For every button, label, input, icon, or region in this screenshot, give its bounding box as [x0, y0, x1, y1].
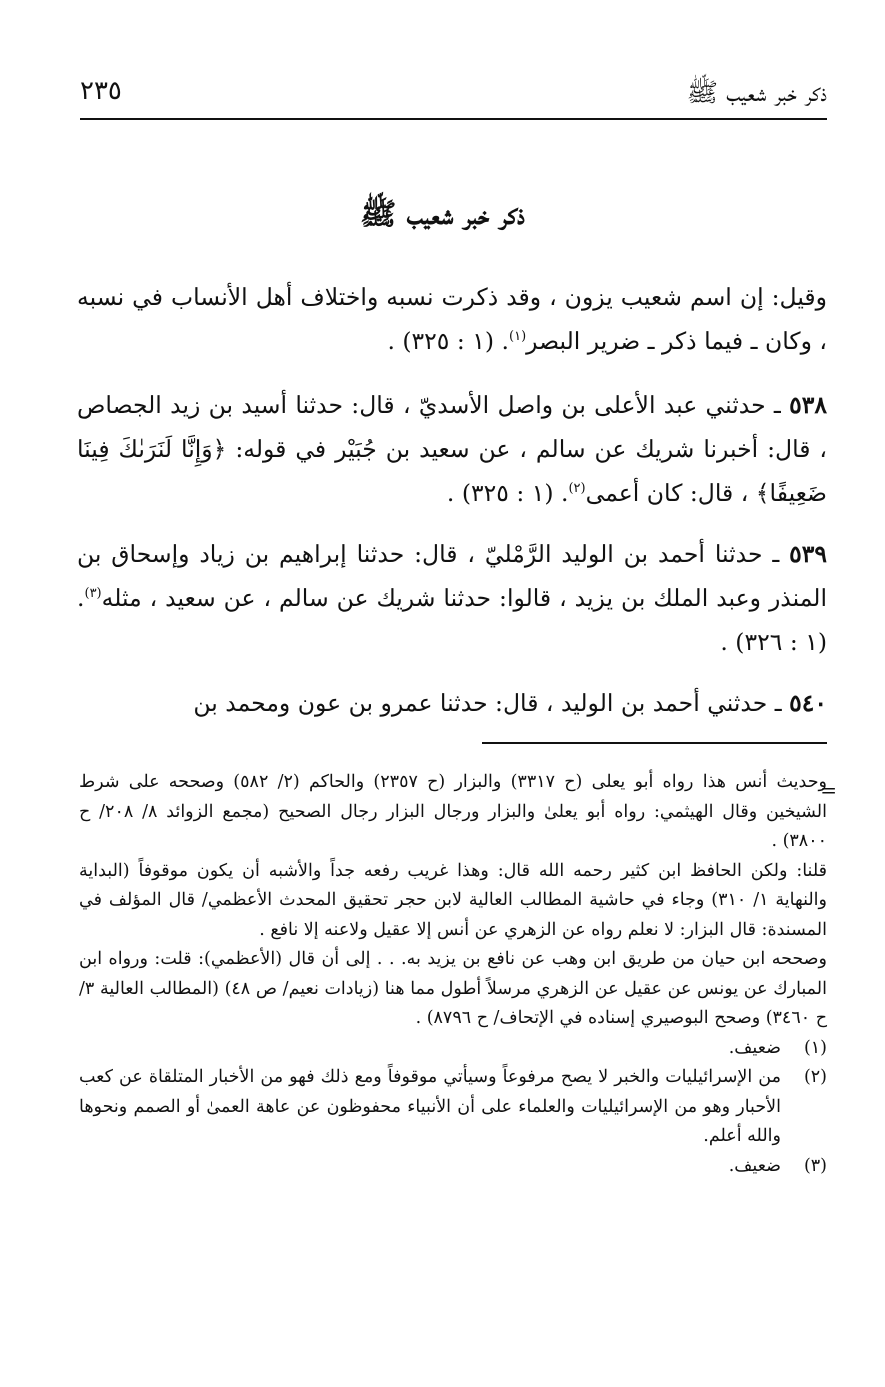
paragraph-intro [77, 275, 827, 363]
footnote-item [79, 1063, 827, 1152]
hadith-number: ٥٣٩ [789, 540, 827, 568]
paragraph-text: ـ حدثنا أحمد بن الوليد الرَّمْليّ ، قال: حدثنا إبراهيم بن زياد وإسحاق بن المنذر وعبد الملك بن يزيد ، قالوا: حدثنا شريك عن سالم ، عن سعيد ، مثله [77, 540, 827, 612]
footnote-ref: (١) [509, 329, 527, 345]
footnote-text: من الإسرائيليات والخبر لا يصح مرفوعاً وسيأتي موقوفاً ومع ذلك فهو من الأخبار المتلقاة عن كعب الأحبار وهو من الإسرائيليات والعلماء على أن الأنبياء محفوظون عن عاهة العمىٰ أو الصمم ونحوها والله أعلم. [79, 1067, 781, 1146]
hadith-number: ٥٣٨ [789, 391, 827, 419]
footnote-item [79, 1034, 827, 1064]
paragraph-text: ـ حدثني عبد الأعلى بن واصل الأسديّ ، قال: حدثنا أسيد بن زيد الجصاص ، قال: أخبرنا شريك عن سالم ، عن سعيد بن جُبَيْر في قوله: ﴿وَإِنَّا لَنَرَىٰكَ فِينَا ضَعِيفًا﴾ ، قال: كان أعمى [77, 391, 827, 507]
hadith-539 [77, 532, 827, 664]
footnote-ref: (٢) [568, 481, 586, 497]
section-title: ذكر خبر شعيب ﷺ [360, 197, 525, 232]
footnote-number: (١) [803, 1037, 827, 1058]
hadith-538 [77, 383, 827, 515]
footnote-item [79, 1152, 827, 1182]
footnote-ref: (٣) [84, 586, 102, 602]
footnote-continuation: قلنا: ولكن الحافظ ابن كثير رحمه الله قال: وهذا غريب رفعه جداً والأشبه أن يكون موقوفاً (البداية والنهاية ١/ ٣١٠) وجاء في حاشية المطالب العالية لابن حجر تحقيق المحدث الأعظمي/ قال المؤلف في المسندة: قال البزار: لا نعلم رواه عن الزهري عن أنس إلا عقيل ولاعنه إلا نافع . [79, 860, 827, 940]
citation: . (١ : ٣٢٦) . [77, 584, 827, 656]
footnote-number: (٢) [803, 1067, 827, 1087]
footnote-continuation-marker: = [820, 778, 837, 802]
running-head [80, 74, 827, 114]
footnote-text: ضعيف. [728, 1037, 781, 1058]
paragraph-text: وقيل: إن اسم شعيب يزون ، وقد ذكرت نسبه واختلاف أهل الأنساب في نسبه ، وكان ـ فيما ذكر ـ ضرير البصر [77, 283, 827, 355]
header-rule [80, 118, 827, 120]
footnotes [79, 768, 827, 1181]
citation: . (١ : ٣٢٥) . [446, 479, 569, 507]
hadith-number: ٥٤٠ [789, 689, 827, 717]
hadith-540 [77, 681, 827, 725]
footnote-continuation: وحديث أنس هذا رواه أبو يعلى (ح ٣٣١٧) والبزار (ح ٢٣٥٧) والحاكم (٢/ ٥٨٢) وصححه على شرط الشيخين وقال الهيثمي: رواه أبو يعلىٰ والبزار ورجال البزار رجال الصحيح (مجمع الزوائد ٨/ ٢٠٨/ ح ٣٨٠٠) . [79, 772, 827, 851]
footnote-text: ضعيف. [728, 1155, 781, 1176]
footnote-continuation: وصححه ابن حيان من طريق ابن وهب عن نافع بن يزيد به. . . إلى أن قال (الأعظمي): قلت: ورواه ابن المبارك عن يونس عن عقيل عن الزهري مرسلاً أطول مما هنا (زيادات نعيم/ ص ٤٨) (المطالب العالية ٣/ح ٣٤٦٠) وصحح البوصيري إسناده في الإتحاف/ ح ٨٧٩٦) . [79, 949, 827, 1028]
page-number: ٢٣٥ [80, 76, 122, 106]
running-head-title: ذكر خبر شعيب ﷺ [686, 78, 827, 108]
footnote-rule [482, 742, 827, 744]
citation: . (١ : ٣٢٥) . [387, 327, 510, 355]
paragraph-text: ـ حدثني أحمد بن الوليد ، قال: حدثنا عمرو بن عون ومحمد بن [193, 689, 790, 717]
footnote-number: (٣) [803, 1155, 827, 1176]
